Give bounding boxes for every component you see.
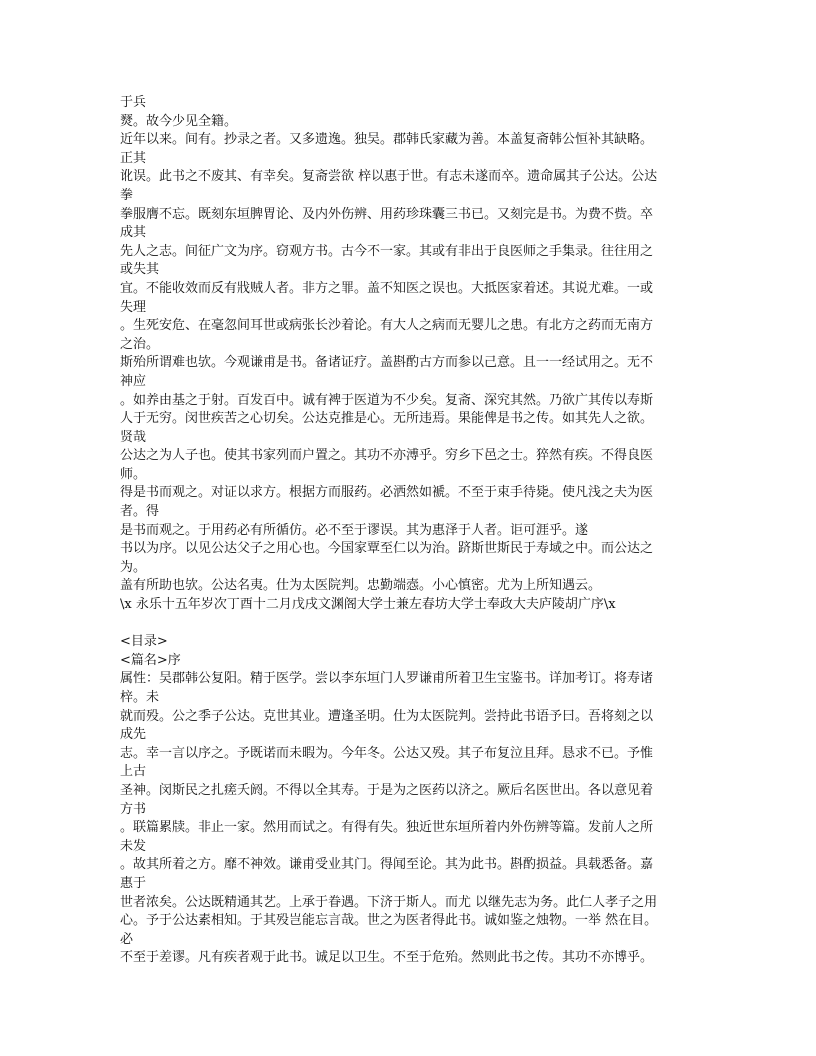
preface-line: 者。得 [120, 504, 160, 520]
preface-line: 燹。故今少见全籍。 [120, 113, 238, 129]
preface-line: 神应 [120, 373, 147, 389]
catalog-line: 。故其所着之方。靡不神效。谦甫受业其门。得闻至论。其为此书。斟酌损益。具载悉备。嘉 [120, 857, 654, 873]
catalog-line: 成先 [120, 727, 147, 743]
preface-line: 失理 [120, 299, 147, 315]
preface-line: 为。 [120, 559, 147, 575]
preface-line: 。生死安危、在毫忽间耳世或病张长沙着论。有大人之病而无婴儿之患。有北方之药而无南方 [120, 318, 654, 334]
preface-line: 拳服膺不忘。既刻东垣脾胃论、及内外伤辨、用药珍珠囊三书已。又刻完是书。为费不赀。卒 [120, 206, 654, 222]
catalog-line: 上古 [120, 764, 147, 780]
catalog-line: 志。幸一言以序之。予既诺而未暇为。今年冬。公达又殁。其子布复泣且拜。恳求不已。予惟 [120, 745, 654, 761]
catalog-line: 世者浓矣。公达既精通其艺。上承于眷遇。下济于斯人。而尤 以继先志为务。此仁人孝子之用 [120, 894, 658, 910]
preface-section [120, 94, 700, 615]
preface-line: 于兵 [120, 95, 147, 110]
preface-line: 人于无穷。闵世疾苦之心切矣。公达克推是心。无所违焉。果能俾是书之传。如其先人之欲。 [120, 411, 654, 427]
preface-line: 宜。不能收效而反有戕贼人者。非方之罪。盖不知医之误也。大抵医家着述。其说尤难。一或 [120, 280, 654, 296]
preface-line: 讹误。此书之不废其、有幸矣。复斋尝欲 梓以惠于世。有志未遂而卒。遗命属其子公达。公达 [120, 169, 658, 185]
preface-line: 之治。 [120, 336, 160, 352]
preface-line: 或失其 [120, 262, 160, 278]
preface-line: 师。 [120, 466, 147, 482]
preface-line: 盖有所助也欤。公达名夷。仕为太医院判。忠勤端悫。小心慎密。尤为上所知遇云。 [120, 578, 602, 594]
preface-line: 拳 [120, 187, 134, 203]
catalog-line: 圣神。闵斯民之扎瘥夭阏。不得以全其寿。于是为之医药以济之。厥后名医世出。各以意见着 [120, 782, 654, 798]
catalog-line: 属性：吴郡韩公复阳。精于医学。尝以李东垣门人罗谦甫所着卫生宝鉴书。详加考订。将寿诸 [120, 671, 654, 687]
preface-line: 成其 [120, 225, 147, 241]
catalog-line: 惠于 [120, 875, 147, 891]
preface-line: 公达之为人子也。使其书家列而户置之。其功不亦溥乎。穷乡下邑之士。猝然有疾。不得良医 [120, 448, 654, 464]
preface-line: 近年以来。间有。抄录之者。又多遗逸。独吴。郡韩氏家藏为善。本盖复斋韩公恒补其缺略。 [120, 132, 654, 148]
catalog-line: <篇名>序 [120, 652, 181, 668]
catalog-line: <目录> [120, 634, 168, 650]
preface-line: 书以为序。以见公达父子之用心也。今国家覃至仁以为治。跻斯世斯民于寿域之中。而公达之 [120, 541, 654, 557]
preface-line: 得是书而观之。对证以求方。根据方而服药。必洒然如褫。不至于束手待毙。使凡浅之夫为医 [120, 485, 654, 501]
document-page [120, 94, 700, 968]
catalog-line: 。联篇累牍。非止一家。然用而试之。有得有失。独近世东垣所着内外伤辨等篇。发前人之所 [120, 820, 654, 836]
preface-line: 斯殆所谓难也欤。今观谦甫是书。备诸证疗。盖斟酌古方而参以己意。且一一经试用之。无不 [120, 355, 654, 371]
catalog-line: 心。予于公达素相知。于其殁岂能忘言哉。世之为医者得此书。诚如鉴之烛物。一举 然在目。 [120, 913, 658, 929]
section-gap [120, 615, 700, 634]
catalog-section [120, 633, 700, 968]
catalog-line: 就而殁。公之季子公达。克世其业。遭逢圣明。仕为太医院判。尝持此书语予曰。吾将刻之以 [120, 708, 654, 724]
catalog-line: 必 [120, 931, 134, 947]
preface-line: 正其 [120, 150, 147, 166]
preface-line: 先人之志。间征广文为序。窃观方书。古今不一家。其或有非出于良医师之手集录。往往用之 [120, 243, 654, 259]
preface-line: 。如养由基之于射。百发百中。诚有裨于医道为不少矣。复斋、深究其然。乃欲广其传以寿斯 [120, 392, 654, 408]
catalog-line: 未发 [120, 838, 147, 854]
preface-line: \x 永乐十五年岁次丁酉十二月戊戌文渊阁大学士兼左春坊大学士奉政大夫庐陵胡广序\x [120, 597, 616, 613]
catalog-line: 方书 [120, 801, 147, 817]
catalog-line: 不至于差谬。凡有疾者观于此书。诚足以卫生。不至于危殆。然则此书之传。其功不亦博乎。 [120, 950, 654, 966]
preface-line: 是书而观之。于用药必有所循仿。必不至于谬误。其为惠泽于人者。讵可涯乎。遂 [120, 522, 589, 538]
preface-line: 贤哉 [120, 429, 147, 445]
catalog-line: 梓。未 [120, 690, 160, 705]
